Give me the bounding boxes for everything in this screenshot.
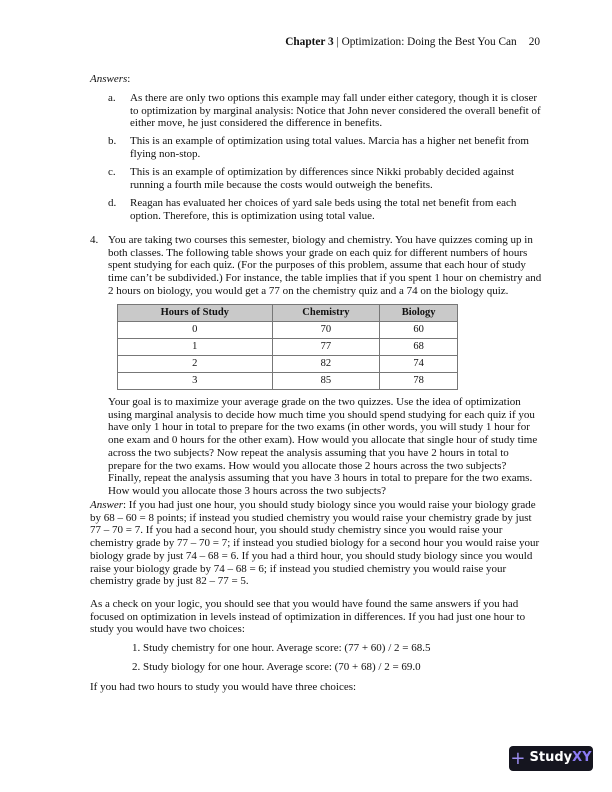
table-cell: 77 <box>272 339 380 356</box>
table-header-row <box>118 305 458 322</box>
choice-number: 1. <box>132 642 141 654</box>
table-cell: 74 <box>380 356 458 373</box>
question-4 <box>90 234 542 298</box>
column-header: Chemistry <box>272 305 380 322</box>
table-cell: 78 <box>380 373 458 390</box>
item-label: d. <box>108 197 117 209</box>
study-hours-table <box>117 304 458 390</box>
logo-accent: XY <box>572 750 592 766</box>
page-header <box>285 36 540 49</box>
table-row <box>118 339 458 356</box>
page-number: 20 <box>528 36 540 48</box>
item-text: As there are only two options this example may fall under either category, though it is closer to optimization by marginal analysis: Notice that John never considered the overall benefit of either move, he just considered the difference in benefits. <box>130 92 541 130</box>
answer-4 <box>90 499 542 588</box>
answer-item-a <box>108 92 542 130</box>
column-header: Hours of Study <box>118 305 273 322</box>
table-cell: 70 <box>272 322 380 339</box>
question-followup: Your goal is to maximize your average grade on the two quizzes. Use the idea of optimization using marginal analysis to decide how much time you should spend studying for each quiz if you have only 1 hour in total to prepare for the two exams (in other words, you will study 1 hour for one exam and 0 hours for the other exam). How would you allocate that single hour of study time across the two subjects? Now repeat the analysis assuming that you have 2 hours in total to prepare for the two exams. How would you allocate those 2 hours across the two subjects? Finally, repeat the analysis assuming that you have 3 hours in total to prepare for the two exams. How would you allocate those 3 hours across the two subjects? <box>108 396 538 497</box>
two-hours-paragraph: If you had two hours to study you would have three choices: <box>90 681 357 693</box>
answer-text: : If you had just one hour, you should study biology since you would raise your biology grade by 68 – 60 = 8 points; if instead you studied chemistry you would raise your chemistry grade by just 77 – 70 = 7. If you had a second hour, you should study chemistry since you would raise your chemistry grade by 77 – 70 = 7; if instead you studied biology for a second hour you would raise your biology grade by just 74 – 68 = 6. If you had a third hour, you should study biology since you would raise your biology grade by 74 – 68 = 6; if instead you studied chemistry you would raise your chemistry grade by just 82 – 77 = 5. <box>90 499 540 588</box>
choice-text: Study chemistry for one hour. Average score: (77 + 60) / 2 = 68.5 <box>143 642 431 654</box>
table-cell: 82 <box>272 356 380 373</box>
answer-item-c <box>108 166 542 191</box>
chapter-title: Optimization: Doing the Best You Can <box>341 36 517 48</box>
logo-text: Study <box>529 750 573 766</box>
item-label: a. <box>108 92 116 104</box>
item-label: c. <box>108 166 116 178</box>
choice-1 <box>132 642 430 655</box>
answer-item-b <box>108 135 542 160</box>
answers-heading: Answers: <box>90 73 131 85</box>
plus-icon: + <box>510 747 526 769</box>
check-paragraph: As a check on your logic, you should see that you would have found the same answers if you had focused on optimization in levels instead of optimization in differences. If you had just one hour to study you would have two choices: <box>90 598 526 636</box>
table-row <box>118 373 458 390</box>
studyxy-logo[interactable] <box>509 746 593 771</box>
item-text: Reagan has evaluated her choices of yard sale beds using the total net benefit from each option. Therefore, this is optimization using total value. <box>130 197 517 222</box>
question-text: You are taking two courses this semester, biology and chemistry. You have quizzes coming up in both classes. The following table shows your grade on each quiz for different numbers of hours spent studying for each quiz. (For the purposes of this problem, assume that each hour of study time can’t be subdivided.) For instance, the table implies that if you spent 1 hour on chemistry and 2 hours on biology, you would get a 77 on the chemistry quiz and a 74 on the biology quiz. <box>108 234 542 297</box>
answer-item-d <box>108 197 542 222</box>
table-row <box>118 356 458 373</box>
table-row <box>118 322 458 339</box>
table-cell: 60 <box>380 322 458 339</box>
header-separator: | <box>333 36 342 48</box>
item-text: This is an example of optimization using total values. Marcia has a higher net benefit from flying non-stop. <box>130 135 529 160</box>
choice-2 <box>132 661 421 674</box>
table-cell: 3 <box>118 373 273 390</box>
table-cell: 85 <box>272 373 380 390</box>
column-header: Biology <box>380 305 458 322</box>
answer-label: Answer <box>90 499 123 511</box>
item-label: b. <box>108 135 117 147</box>
chapter-label: Chapter 3 <box>285 36 334 48</box>
question-number: 4. <box>90 234 99 246</box>
choice-number: 2. <box>132 661 141 673</box>
table-cell: 1 <box>118 339 273 356</box>
table-cell: 2 <box>118 356 273 373</box>
table-cell: 68 <box>380 339 458 356</box>
item-text: This is an example of optimization by differences since Nikki probably decided against running a fourth mile because the costs would outweigh the benefits. <box>130 166 515 191</box>
table-cell: 0 <box>118 322 273 339</box>
choice-text: Study biology for one hour. Average score: (70 + 68) / 2 = 69.0 <box>143 661 421 673</box>
answers-label: Answers <box>90 73 128 85</box>
